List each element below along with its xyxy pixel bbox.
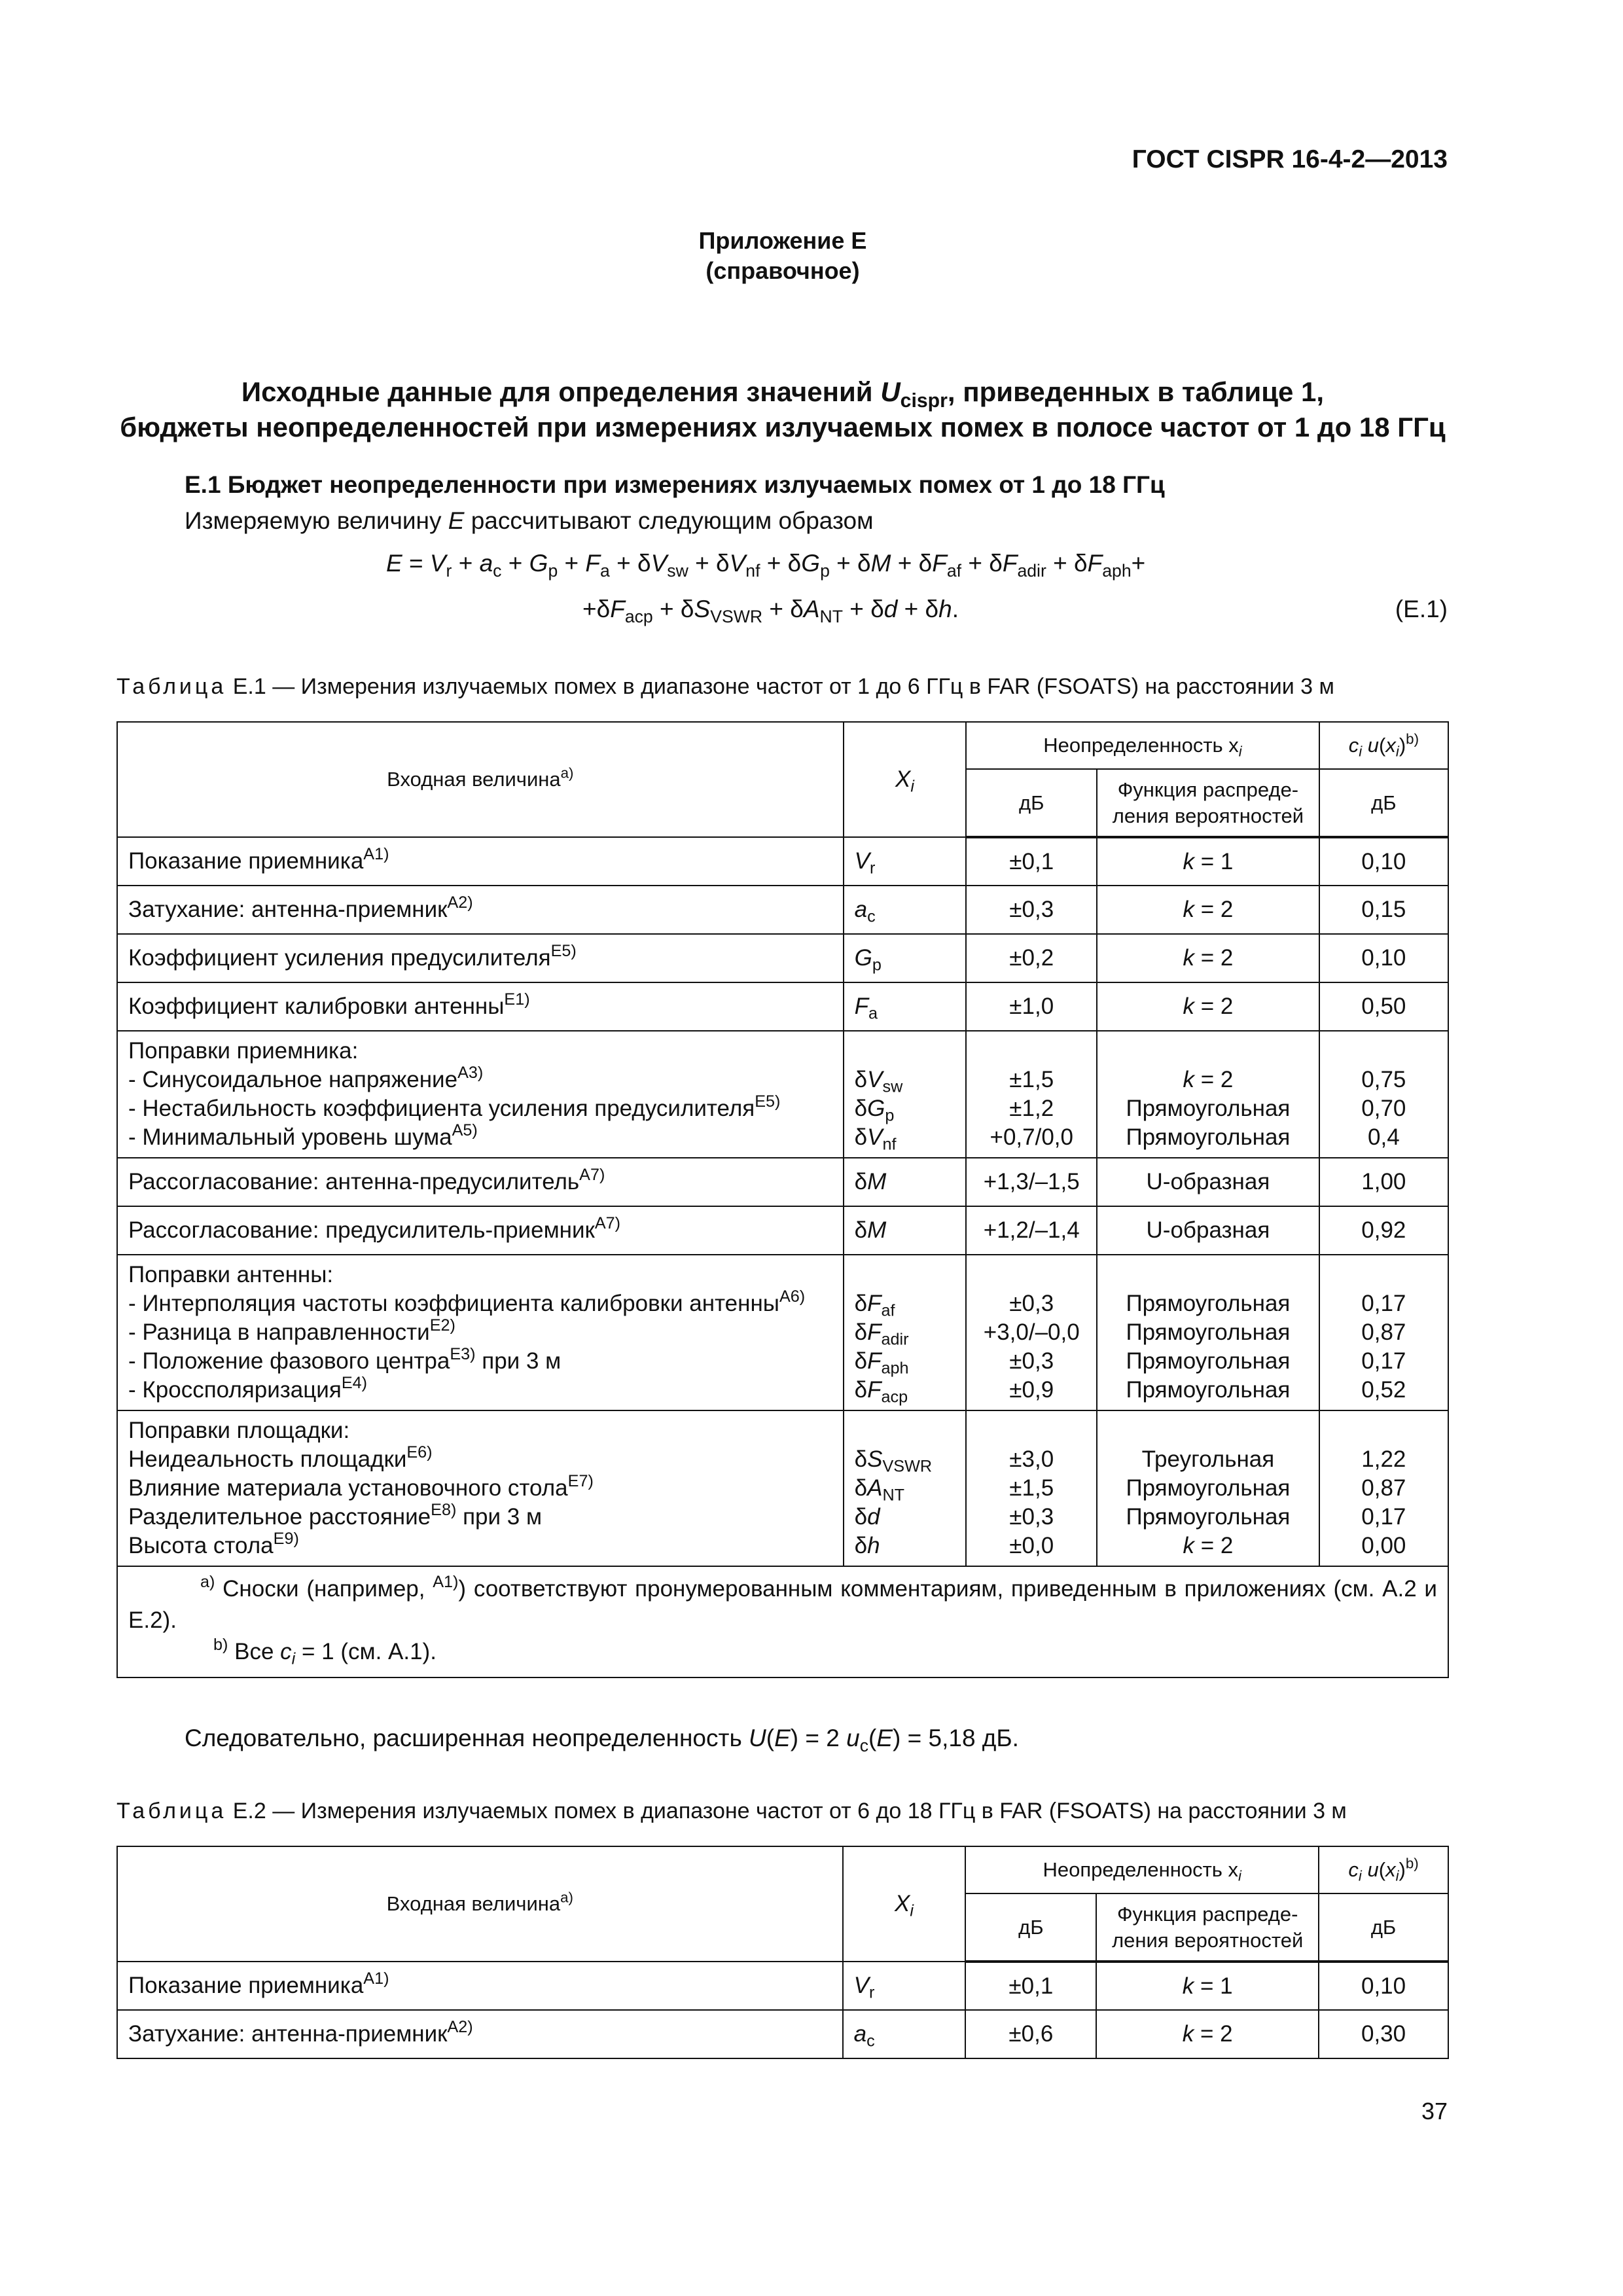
row-name: Показание приемника$^{A1)}$ [117,837,844,886]
header-db2: дБ [1319,769,1448,837]
group-distributions: k = 2 Прямоугольная Прямоугольная [1097,1031,1319,1158]
row-name: Показание приемника$^{A1)}$ [117,1962,843,2010]
table2 [116,1846,1449,2059]
row-ci: 0,10 [1319,837,1448,886]
header-db2: дБ [1319,1893,1448,1962]
header-uncertainty: Неопределенность $x_i$ [966,722,1319,769]
row-name: Рассогласование: предусилитель-приемник$^{A7)}$ [117,1206,844,1255]
table-group-row [117,1031,1448,1158]
row-ci: 0,10 [1319,1962,1448,2010]
table-group-row [117,1255,1448,1410]
row-name: Коэффициент усиления предусилителя$^{E5)}$ [117,934,844,982]
header-input: Входная величина$^{а)}$ [117,722,844,837]
row-ci: 0,92 [1319,1206,1448,1255]
row-value: ±0,3 [966,886,1097,934]
group-names: Поправки антенны: - Интерполяция частоты коэффициента калибровки антенны$^{A6)}$ - Разница в направленности$^{E2)}$ - Положение фазового центра$^{E3)}$ при 3 м - Кроссполяризация$^{E4)}$ [117,1255,844,1410]
group-names: Поправки площадки: Неидеальность площадки$^{E6)}$ Влияние материала установочного стола$^{E7)}$ Разделительное расстояние$^{E8)}$ при 3 м Высота стола$^{E9)}$ [117,1410,844,1566]
row-distribution: k = 2 [1097,982,1319,1031]
section-heading: Е.1 Бюджет неопределенности при измерениях излучаемых помех от 1 до 18 ГГц [185,471,1165,498]
row-ci: 1,00 [1319,1158,1448,1206]
row-value: +1,2/–1,4 [966,1206,1097,1255]
table-group-row [117,1410,1448,1566]
group-ci: 0,17 0,87 0,17 0,52 [1319,1255,1448,1410]
table-row [117,886,1448,934]
row-symbol: δM [844,1158,967,1206]
appendix-title: Исходные данные для определения значений $U_{cispr}$, приведенных в таблице 1, бюджеты неопределенностей при измерениях излучаемых помех в полосе частот от 1 до 18 ГГц [120,376,1446,442]
row-distribution: k = 1 [1097,837,1319,886]
group-distributions: Прямоугольная Прямоугольная Прямоугольная Прямоугольная [1097,1255,1319,1410]
group-values: ±1,5 ±1,2 +0,7/0,0 [966,1031,1097,1158]
row-value: ±0,1 [965,1962,1096,2010]
row-symbol: $F_a$ [844,982,967,1031]
table1-footnotes: $^{а)}$ Сноски (например, $^{A1)}$) соответствуют пронумерованным комментариям, приведенным в приложениях (см. А.2 и Е.2). $^{b)}$ Все $c_i = 1$ (см. А.1). [117,1566,1448,1677]
row-value: +1,3/–1,5 [966,1158,1097,1206]
appendix-heading: Приложение Е (справочное) [698,227,867,284]
group-distributions: Треугольная Прямоугольная Прямоугольная k = 2 [1097,1410,1319,1566]
group-symbols: $\delta V_{sw}$ $\delta G_p$ $\delta V_{nf}$ [844,1031,967,1158]
row-ci: 0,30 [1319,2010,1448,2058]
section-intro: Измеряемую величину E рассчитывают следующим образом [185,507,874,534]
formula-line-2: $+\delta F_{acp} + \delta S_{VSWR} + \delta A_{NT} + \delta d + \delta h$. [582,596,959,626]
formula-line-1: $E = V_r + a_c + G_p + F_a + \delta V_{sw} + \delta V_{nf} + \delta G_p + \delta M + \delta F_{af} + \delta F_{adir} + \delta F_{aph}+$ [386,550,1146,581]
document-id: ГОСТ CISPR 16-4-2—2013 [1132,145,1448,173]
header-xi: $X_i$ [844,722,967,837]
row-value: ±0,1 [966,837,1097,886]
table2-header-row [117,1846,1448,1893]
header-xi: $X_i$ [843,1846,966,1962]
group-symbols: $\delta F_{af}$ $\delta F_{adir}$ $\delta F_{aph}$ $\delta F_{acp}$ [844,1255,967,1410]
row-distribution: U-образная [1097,1158,1319,1206]
header-distribution: Функция распреде- ления вероятностей [1096,1893,1319,1962]
table-row [117,837,1448,886]
table1-header-row [117,722,1448,769]
row-symbol: $G_p$ [844,934,967,982]
row-name: Коэффициент калибровки антенны$^{E1)}$ [117,982,844,1031]
header-distribution: Функция распреде- ления вероятностей [1097,769,1319,837]
table1-caption: Таблица Е.1 — Измерения излучаемых помех в диапазоне частот от 1 до 6 ГГц в FAR (FSOATS) на расстоянии 3 м [116,674,1334,699]
group-values: ±0,3 +3,0/–0,0 ±0,3 ±0,9 [966,1255,1097,1410]
row-distribution: k = 2 [1097,934,1319,982]
page-number: 37 [1421,2098,1448,2125]
header-input: Входная величина$^{а)}$ [117,1846,843,1962]
table-row [117,2010,1448,2058]
row-distribution: k = 1 [1096,1962,1319,2010]
row-distribution: k = 2 [1096,2010,1319,2058]
table-row [117,1158,1448,1206]
row-ci: 0,15 [1319,886,1448,934]
row-distribution: U-образная [1097,1206,1319,1255]
row-distribution: k = 2 [1097,886,1319,934]
row-name: Рассогласование: антенна-предусилитель$^{A7)}$ [117,1158,844,1206]
header-db: дБ [966,769,1097,837]
row-value: ±0,2 [966,934,1097,982]
table-row [117,1962,1448,2010]
table-row [117,982,1448,1031]
row-ci: 0,50 [1319,982,1448,1031]
formula-number: (Е.1) [1395,596,1448,622]
group-values: ±3,0 ±1,5 ±0,3 ±0,0 [966,1410,1097,1566]
row-name: Затухание: антенна-приемник$^{A2)}$ [117,2010,843,2058]
header-ci: $c_i$ $u(x_i)^{b)}$ [1319,722,1448,769]
group-ci: 1,22 0,87 0,17 0,00 [1319,1410,1448,1566]
row-symbol: $V_r$ [843,1962,966,2010]
group-symbols: $\delta S_{VSWR}$ $\delta A_{NT}$ δd δh [844,1410,967,1566]
group-names: Поправки приемника: - Синусоидальное напряжение$^{A3)}$ - Нестабильность коэффициента усиления предусилителя$^{E5)}$ - Минимальный уровень шума$^{A5)}$ [117,1031,844,1158]
conclusion-text: Следовательно, расширенная неопределенность U(E) = 2 $u_c(E) = 5,18$ дБ. [185,1725,1019,1755]
table1 [116,721,1449,1678]
row-symbol: $a_c$ [844,886,967,934]
table2-caption: Таблица Е.2 — Измерения излучаемых помех в диапазоне частот от 6 до 18 ГГц в FAR (FSOATS) на расстоянии 3 м [116,1799,1347,1823]
group-ci: 0,75 0,70 0,4 [1319,1031,1448,1158]
row-value: ±1,0 [966,982,1097,1031]
row-symbol: $a_c$ [843,2010,966,2058]
row-value: ±0,6 [965,2010,1096,2058]
header-db: дБ [965,1893,1096,1962]
row-symbol: δM [844,1206,967,1255]
header-ci: $c_i$ $u(x_i)^{b)}$ [1319,1846,1448,1893]
row-symbol: $V_r$ [844,837,967,886]
header-uncertainty: Неопределенность $x_i$ [965,1846,1319,1893]
table-row [117,1206,1448,1255]
row-name: Затухание: антенна-приемник$^{A2)}$ [117,886,844,934]
table-row [117,934,1448,982]
row-ci: 0,10 [1319,934,1448,982]
